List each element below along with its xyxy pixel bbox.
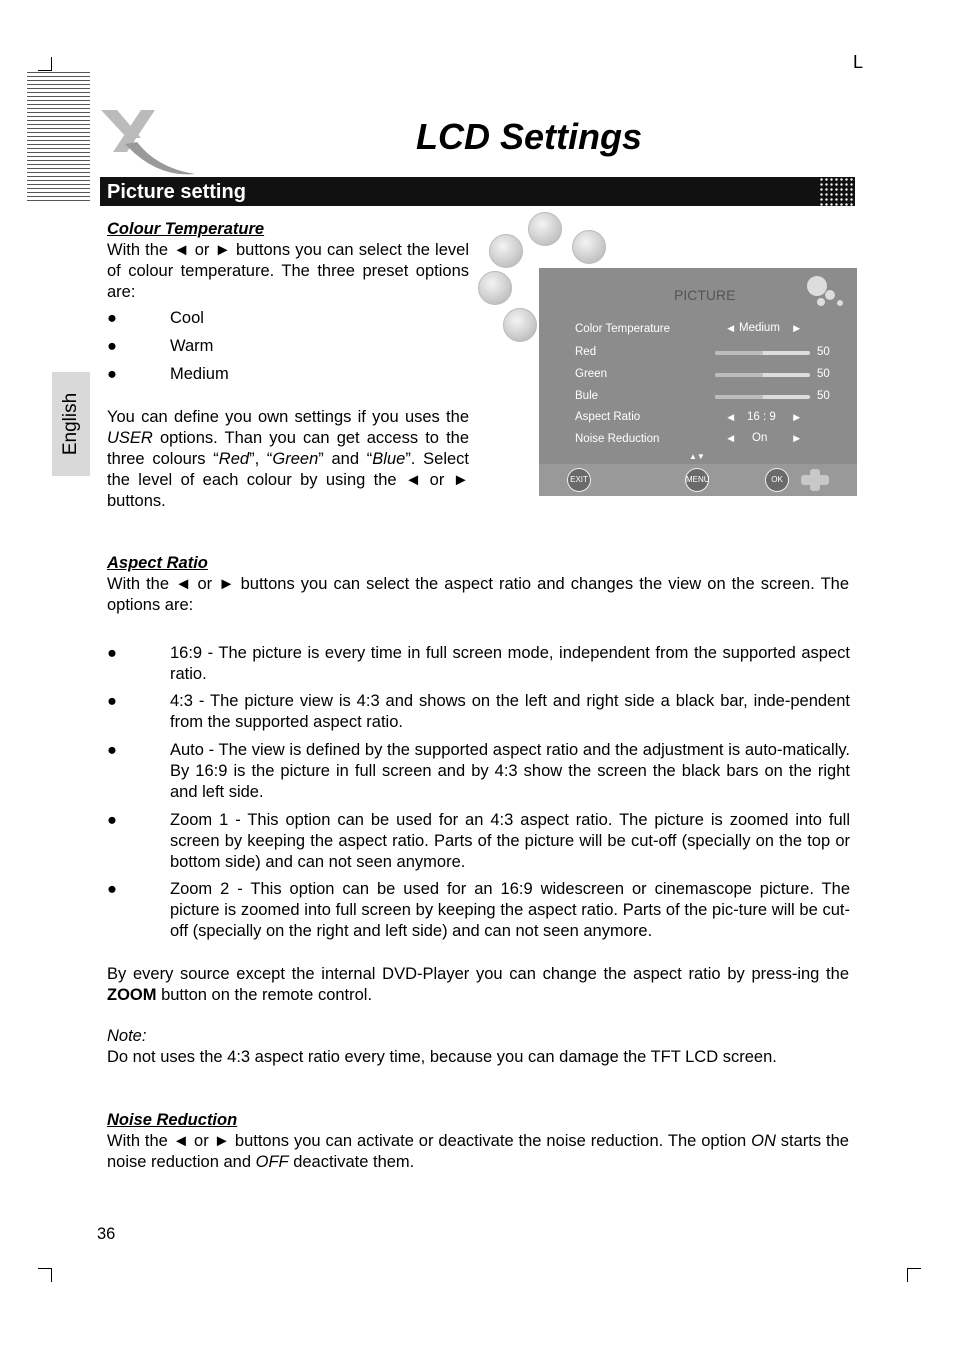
colour-temperature-section bbox=[107, 219, 469, 303]
crop-mark-bottom-left bbox=[38, 1268, 52, 1269]
crop-mark-bottom-right bbox=[907, 1268, 921, 1269]
osd-row-label: Green bbox=[575, 368, 607, 380]
aspect-ratio-heading: Aspect Ratio bbox=[107, 554, 208, 572]
osd-arrow-left[interactable]: ◄ bbox=[725, 412, 737, 424]
menu-icon-right bbox=[572, 230, 606, 264]
osd-slider[interactable] bbox=[715, 395, 810, 399]
osd-row-label: Noise Reduction bbox=[575, 433, 660, 445]
page-title: LCD Settings bbox=[416, 116, 643, 157]
osd-row-label: Color Temperature bbox=[575, 323, 671, 335]
osd-row-value: 50 bbox=[817, 368, 830, 380]
note-text: Do not uses the 4:3 aspect ratio every time, because you can damage the TFT LCD screen. bbox=[107, 1048, 777, 1066]
osd-bubbles bbox=[805, 276, 851, 310]
noise-reduction-section bbox=[107, 1110, 849, 1173]
osd-arrow-left[interactable]: ◄ bbox=[725, 323, 737, 335]
osd-arrow-right[interactable]: ► bbox=[791, 412, 803, 424]
osd-title: PICTURE bbox=[674, 287, 736, 303]
osd-row-value: Medium bbox=[739, 322, 780, 334]
menu-icon-lower-left bbox=[478, 271, 512, 305]
ok-button[interactable]: OK bbox=[765, 468, 789, 492]
osd-scroll-arrows[interactable]: ▲▼ bbox=[689, 452, 705, 461]
aspect-ratio-section bbox=[107, 553, 849, 616]
menu-icon-left bbox=[489, 234, 523, 268]
crop-mark-bottom-right-v bbox=[907, 1268, 908, 1282]
osd-row-value: 50 bbox=[817, 346, 830, 358]
page-number: 36 bbox=[97, 1225, 116, 1243]
picture-menu-screen bbox=[539, 268, 857, 496]
osd-arrow-right[interactable]: ► bbox=[791, 323, 803, 335]
language-tab: English bbox=[52, 372, 90, 476]
osd-row-label: Aspect Ratio bbox=[575, 411, 641, 423]
section-bar-dots bbox=[819, 177, 855, 206]
exit-button[interactable]: EXIT bbox=[567, 468, 591, 492]
osd-slider[interactable] bbox=[715, 351, 810, 355]
menu-button[interactable]: MENU bbox=[685, 468, 709, 492]
colour-temperature-intro: With the ◄ or ► buttons you can select the level of colour temperature. The three preset options are: bbox=[107, 241, 469, 301]
osd-slider-fill bbox=[715, 351, 763, 355]
osd-row-label: Red bbox=[575, 346, 597, 358]
section-title: Picture setting bbox=[107, 181, 246, 203]
brand-logo bbox=[97, 108, 197, 176]
zoom-paragraph: By every source except the internal DVD-Player you can change the aspect ratio by press-ing the ZOOM button on the remote control. bbox=[107, 965, 849, 1004]
note-label: Note: bbox=[107, 1027, 147, 1045]
osd-row-value: On bbox=[752, 432, 768, 444]
colour-temperature-heading: Colour Temperature bbox=[107, 220, 265, 238]
corner-mark: L bbox=[853, 52, 864, 72]
osd-arrow-right[interactable]: ► bbox=[791, 433, 803, 445]
section-bar bbox=[100, 177, 855, 206]
osd-row-value: 16 : 9 bbox=[747, 411, 776, 423]
crop-mark-top-left-v bbox=[51, 57, 52, 71]
menu-icon-top bbox=[528, 212, 562, 246]
user-settings-paragraph: You can define you own settings if you uses the USER options. Than you can get access to the three colours “Red”, “Green” and “Blue”. Select the level of each colour by using the ◄ or ► buttons. bbox=[107, 408, 469, 510]
osd-row-label: Bule bbox=[575, 390, 599, 402]
noise-reduction-heading: Noise Reduction bbox=[107, 1111, 238, 1129]
osd-slider-fill bbox=[715, 373, 763, 377]
osd-row-value: 50 bbox=[817, 390, 830, 402]
osd-slider[interactable] bbox=[715, 373, 810, 377]
crop-mark-bottom-left-v bbox=[51, 1268, 52, 1282]
osd-slider-fill bbox=[715, 395, 763, 399]
osd-arrow-left[interactable]: ◄ bbox=[725, 433, 737, 445]
dpad-icon bbox=[801, 469, 829, 491]
noise-reduction-text: With the ◄ or ► buttons you can activate or deactivate the noise reduction. The option ON starts the noise reduction and OFF deactivate them. bbox=[107, 1132, 849, 1171]
aspect-ratio-intro: With the ◄ or ► buttons you can select the aspect ratio and changes the view on the screen. The options are: bbox=[107, 575, 849, 614]
osd-footer bbox=[539, 464, 857, 496]
crop-mark-top-left bbox=[38, 70, 52, 71]
menu-icon-bottom bbox=[503, 308, 537, 342]
side-stripes bbox=[27, 72, 90, 202]
